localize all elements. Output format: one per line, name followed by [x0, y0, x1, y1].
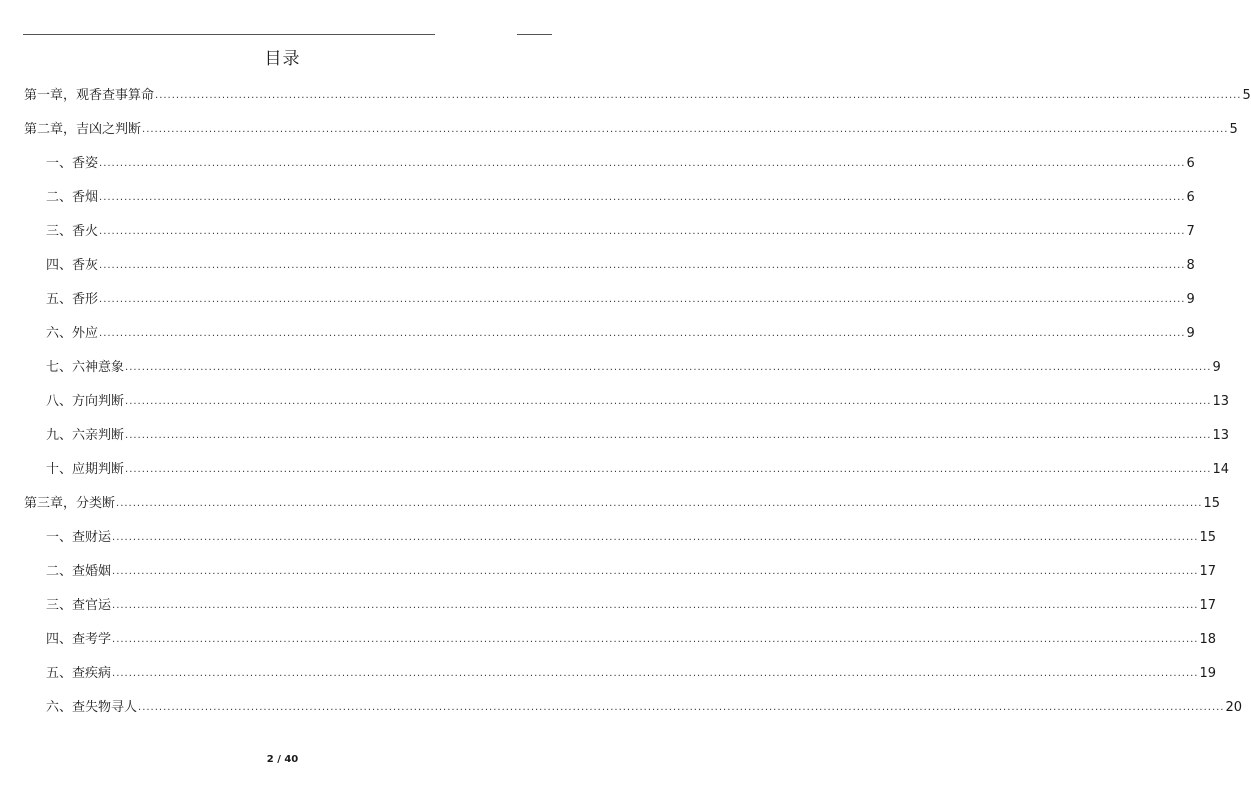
- toc-dot-leader: ....................................................................................................................................................................................................................................................................: [155, 90, 1242, 101]
- toc-entry-label: 二、查婚姻: [46, 564, 112, 579]
- toc-entry-label: 八、方向判断: [46, 394, 125, 409]
- toc-entry-label: 三、查官运: [46, 598, 112, 613]
- toc-dot-leader: ....................................................................................................................................................................................................................................................................: [112, 634, 1199, 645]
- toc-dot-leader: ....................................................................................................................................................................................................................................................................: [99, 158, 1186, 169]
- toc-dot-leader: ....................................................................................................................................................................................................................................................................: [125, 396, 1212, 407]
- toc-dot-leader: ....................................................................................................................................................................................................................................................................: [112, 600, 1199, 611]
- toc-entry[interactable]: [24, 119, 1238, 139]
- toc-dot-leader: ....................................................................................................................................................................................................................................................................: [125, 430, 1212, 441]
- toc-entry-page-number: 13: [1212, 428, 1230, 443]
- toc-entry[interactable]: [46, 153, 1195, 173]
- toc-entry-page-number: 6: [1186, 156, 1195, 171]
- toc-entry-page-number: 5: [1229, 122, 1238, 137]
- toc-entry-page-number: 13: [1212, 394, 1230, 409]
- toc-dot-leader: ....................................................................................................................................................................................................................................................................: [138, 702, 1225, 713]
- toc-entry-page-number: 17: [1199, 598, 1217, 613]
- toc-dot-leader: ....................................................................................................................................................................................................................................................................: [112, 566, 1199, 577]
- toc-entry-page-number: 6: [1186, 190, 1195, 205]
- toc-entry[interactable]: [46, 459, 1230, 479]
- toc-dot-leader: ....................................................................................................................................................................................................................................................................: [125, 362, 1212, 373]
- toc-entry[interactable]: [46, 425, 1230, 445]
- toc-entry-page-number: 9: [1186, 292, 1195, 307]
- toc-entry-label: 六、外应: [46, 326, 99, 341]
- toc-dot-leader: ....................................................................................................................................................................................................................................................................: [112, 532, 1199, 543]
- toc-entry-label: 六、查失物寻人: [46, 700, 138, 715]
- toc-entry-page-number: 19: [1199, 666, 1217, 681]
- toc-dot-leader: ....................................................................................................................................................................................................................................................................: [99, 192, 1186, 203]
- toc-entry-label: 七、六神意象: [46, 360, 125, 375]
- toc-dot-leader: ....................................................................................................................................................................................................................................................................: [99, 226, 1186, 237]
- toc-entry-page-number: 15: [1199, 530, 1217, 545]
- toc-entry[interactable]: [46, 391, 1230, 411]
- toc-entry-page-number: 9: [1186, 326, 1195, 341]
- toc-entry[interactable]: [46, 323, 1195, 343]
- toc-entry-label: 五、查疾病: [46, 666, 112, 681]
- toc-dot-leader: ....................................................................................................................................................................................................................................................................: [142, 124, 1229, 135]
- toc-entry-label: 四、香灰: [46, 258, 99, 273]
- toc-entry-label: 一、香姿: [46, 156, 99, 171]
- toc-dot-leader: ....................................................................................................................................................................................................................................................................: [112, 668, 1199, 679]
- toc-entry[interactable]: [46, 595, 1217, 615]
- toc-dot-leader: ....................................................................................................................................................................................................................................................................: [99, 328, 1186, 339]
- toc-entry-page-number: 7: [1186, 224, 1195, 239]
- toc-entry-label: 第二章，吉凶之判断: [24, 122, 142, 137]
- toc-entry-page-number: 8: [1186, 258, 1195, 273]
- toc-entry-label: 第一章，观香查事算命: [24, 88, 155, 103]
- toc-entry-page-number: 15: [1203, 496, 1221, 511]
- toc-entry-label: 三、香火: [46, 224, 99, 239]
- toc-entry-page-number: 20: [1225, 700, 1243, 715]
- toc-entry-page-number: 9: [1212, 360, 1221, 375]
- toc-entry-label: 十、应期判断: [46, 462, 125, 477]
- header-rule-left: [23, 34, 435, 35]
- toc-dot-leader: ....................................................................................................................................................................................................................................................................: [125, 464, 1212, 475]
- toc-entry[interactable]: [46, 255, 1195, 275]
- toc-entry[interactable]: [46, 697, 1243, 717]
- page-indicator: 2 / 40: [266, 754, 299, 765]
- toc-entry[interactable]: [24, 493, 1221, 513]
- toc-entry-label: 第三章，分类断: [24, 496, 116, 511]
- toc-entry[interactable]: [46, 221, 1195, 241]
- toc-entry-label: 五、香形: [46, 292, 99, 307]
- toc-entry-label: 二、香烟: [46, 190, 99, 205]
- toc-dot-leader: ....................................................................................................................................................................................................................................................................: [99, 294, 1186, 305]
- toc-entry-page-number: 5: [1242, 88, 1251, 103]
- toc-title: 目录: [264, 49, 301, 69]
- toc-entry[interactable]: [46, 527, 1217, 547]
- toc-dot-leader: ....................................................................................................................................................................................................................................................................: [99, 260, 1186, 271]
- toc-entry-label: 一、查财运: [46, 530, 112, 545]
- header-rule-right: [517, 34, 552, 35]
- toc-entry-page-number: 18: [1199, 632, 1217, 647]
- toc-entry-page-number: 17: [1199, 564, 1217, 579]
- toc-entry[interactable]: [46, 357, 1221, 377]
- toc-entry-label: 四、查考学: [46, 632, 112, 647]
- toc-dot-leader: ....................................................................................................................................................................................................................................................................: [116, 498, 1203, 509]
- toc-entry[interactable]: [46, 187, 1195, 207]
- toc-entry-page-number: 14: [1212, 462, 1230, 477]
- toc-entry[interactable]: [46, 629, 1217, 649]
- toc-entry[interactable]: [46, 561, 1217, 581]
- toc-entry[interactable]: [46, 663, 1217, 683]
- toc-entry[interactable]: [46, 289, 1195, 309]
- toc-entry-label: 九、六亲判断: [46, 428, 125, 443]
- toc-entry[interactable]: [24, 85, 1251, 105]
